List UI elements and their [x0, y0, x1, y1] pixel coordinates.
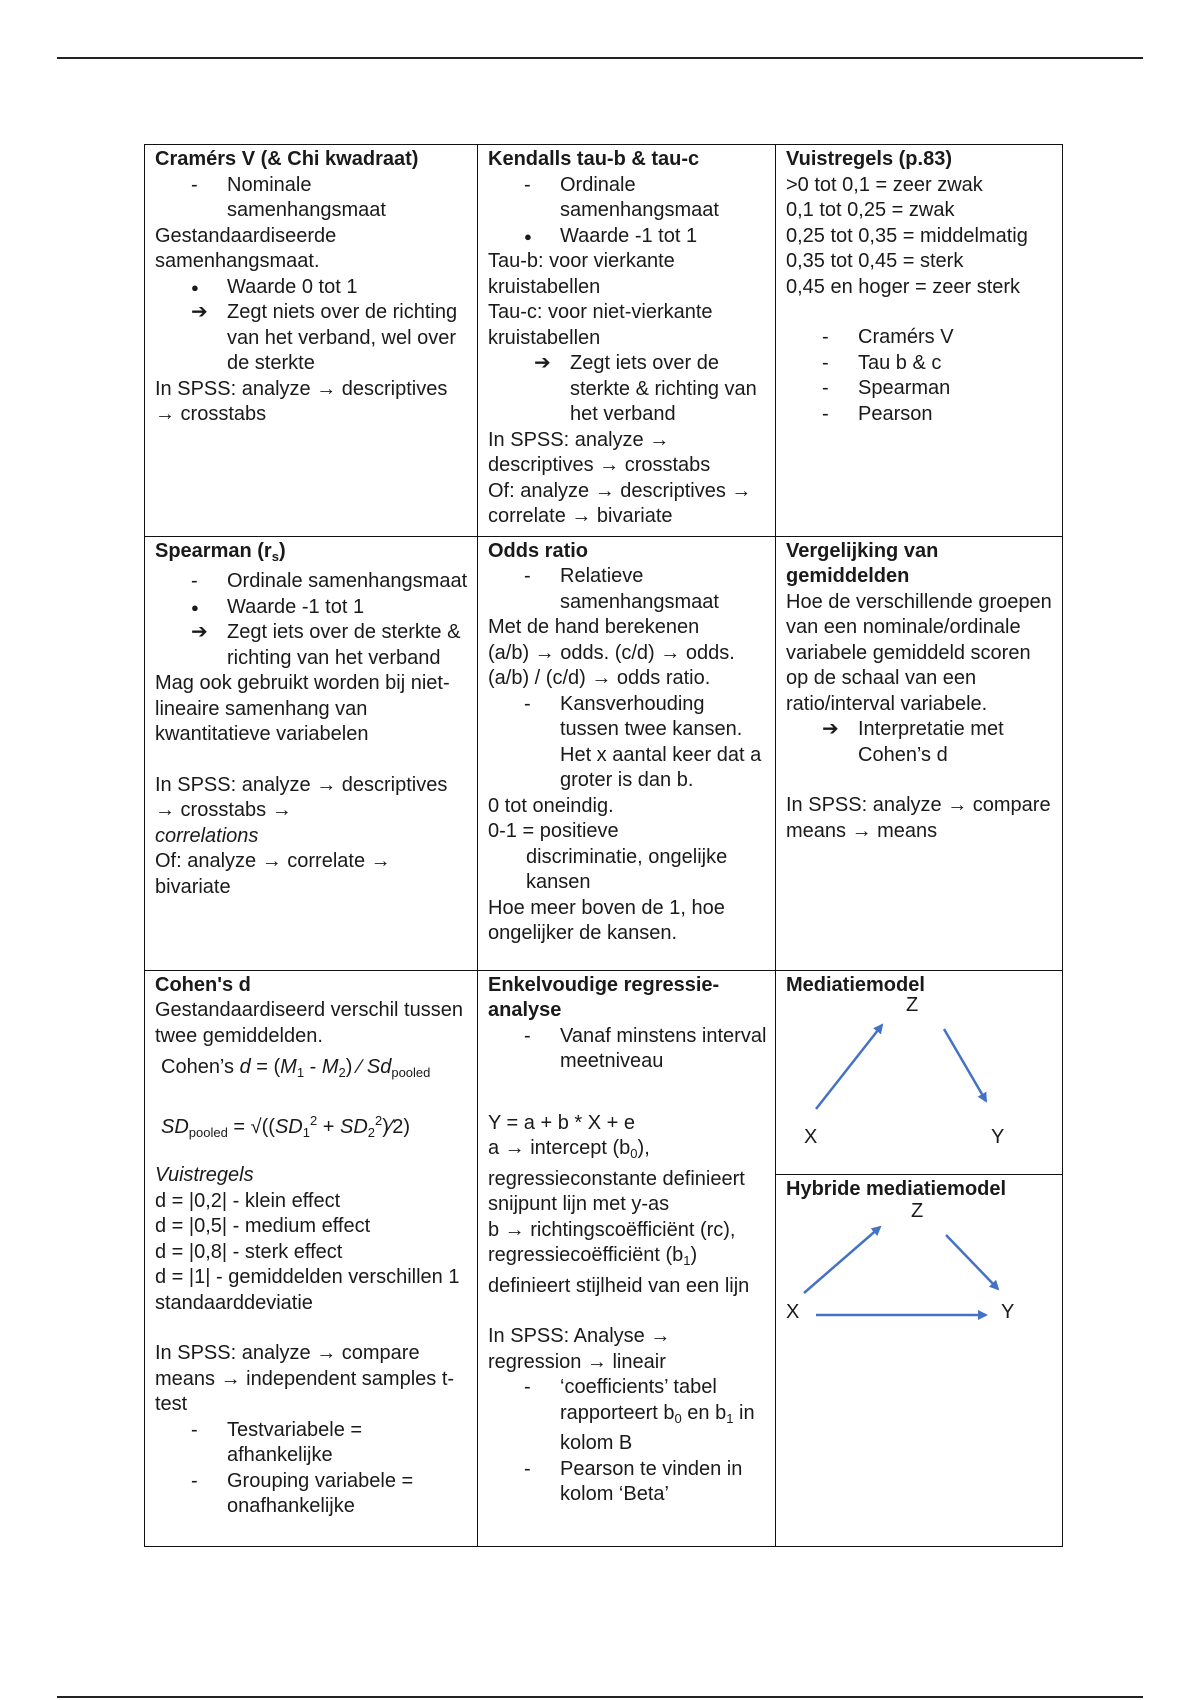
- text: (a/b) → odds. (c/d) → odds.: [488, 641, 735, 664]
- arrow-z-to-y: [946, 1235, 998, 1289]
- text: >0 tot 0,1 = zeer zwak: [786, 173, 983, 196]
- list-item: ➔ Zegt iets over de sterkte & richting van het verband: [534, 352, 757, 425]
- cell-title: Spearman $(r_s)$: [155, 539, 286, 564]
- list-item: - Spearman: [822, 377, 951, 399]
- pooled-sd-formula: $SD_{pooled} = √((SD_1^2$ + $SD_2^2)∕2$): [161, 1112, 411, 1140]
- text: b → richtingscoëfficiënt (rc), regressiecoëfficiënt $(b_1)$ definieert stijlheid van een lijn: [488, 1218, 750, 1297]
- summary-table: [144, 144, 1063, 1547]
- label-x: X: [786, 1300, 800, 1323]
- list-item: - Ordinale samenhangsmaat: [524, 173, 719, 221]
- text: Tau-b: voor vierkante kruistabellen: [488, 250, 675, 298]
- cell-title: Enkelvoudige regressie-analyse: [488, 973, 720, 1021]
- table-row: [145, 145, 1063, 537]
- text: d = |0,8| - sterk effect: [155, 1240, 343, 1263]
- text: Of: analyze → correlate → bivariate: [155, 850, 391, 898]
- text: Vuistregels: [155, 1164, 254, 1186]
- list-item: ● Waarde -1 tot 1: [191, 595, 365, 618]
- text: discriminatie, ongelijke kansen: [526, 845, 728, 893]
- text: Gestandaardiseerd verschil tussen twee gemiddelden.: [155, 999, 463, 1047]
- list-item: ➔ Zegt iets over de sterkte & richting van het verband: [191, 621, 461, 669]
- text: a → intercept $(b_0)$, regressieconstante definieert snijpunt lijn met y-as: [488, 1137, 745, 1215]
- arrow-x-to-z: [804, 1227, 880, 1293]
- text: d = |0,5| - medium effect: [155, 1215, 371, 1237]
- hybride-box: [776, 1175, 1062, 1545]
- list-item: ➔ Interpretatie met Cohen’s d: [822, 718, 1004, 766]
- text: 0,25 tot 0,35 = middelmatig: [786, 224, 1028, 247]
- spss-text: In SPSS: Analyse → regression → lineair: [488, 1325, 671, 1373]
- text: d = |1| - gemiddelden verschillen 1 standaarddeviatie: [155, 1266, 460, 1314]
- text: 0-1 = positieve: [488, 820, 619, 842]
- spss-text: In SPSS: analyze → compare means → independent samples t-test: [155, 1342, 455, 1415]
- list-item: ● Waarde 0 tot 1: [191, 275, 358, 298]
- list-item: - Cramérs V: [822, 326, 954, 348]
- list-item: - Ordinale samenhangsmaat: [191, 570, 468, 592]
- top-rule: [57, 57, 1143, 59]
- hybrid-mediation-diagram: [776, 1175, 1061, 1375]
- table-row: [145, 970, 1063, 1546]
- list-item: - ‘coefficients’ tabel rapporteert $b_0$ en $b_1$ in kolom B: [524, 1376, 755, 1454]
- text: Hoe de verschillende groepen van een nominale/ordinale variabele gemiddeld scoren op de schaal van een ratio/interval variabele.: [786, 590, 1052, 715]
- list-item: - Pearson te vinden in kolom ‘Beta’: [524, 1457, 743, 1505]
- spss-text: In SPSS: analyze → compare means → means: [786, 794, 1051, 842]
- list-item: - Relatieve samenhangsmaat: [524, 565, 719, 613]
- cell-title: Vergelijking van gemiddelden: [786, 539, 939, 587]
- list-item: - Testvariabele = afhankelijke: [191, 1418, 363, 1466]
- text: Met de hand berekenen: [488, 616, 700, 638]
- label-y: Y: [1001, 1300, 1015, 1323]
- text: 0,1 tot 0,25 = zwak: [786, 199, 955, 221]
- bottom-rule: [57, 1696, 1143, 1698]
- text: Gestandaardiseerde samenhangsmaat.: [155, 224, 337, 272]
- cell-spearman: [145, 536, 478, 970]
- label-z: Z: [906, 993, 919, 1016]
- label-x: X: [804, 1125, 818, 1148]
- text: 0,35 tot 0,45 = sterk: [786, 250, 964, 272]
- cell-title: Hybride mediatiemodel: [786, 1177, 1007, 1200]
- spss-text: In SPSS: analyze → descriptives → crosstabs: [155, 377, 448, 425]
- list-item: - Vanaf minstens interval meetniveau: [524, 1024, 767, 1072]
- text: 0 tot oneindig.: [488, 794, 614, 817]
- cell-kendall: [478, 145, 776, 537]
- list-item: - Nominale samenhangsmaat: [191, 173, 386, 221]
- table-row: [145, 536, 1063, 970]
- cell-vergelijking: [776, 536, 1063, 970]
- arrow-x-to-z: [816, 1025, 882, 1109]
- cell-mediatie-stack: [776, 970, 1063, 1546]
- spss-text: In SPSS: analyze → descriptives → crosstabs: [488, 428, 711, 476]
- list-item: - Tau b & c: [822, 351, 942, 374]
- cell-title: Odds ratio: [488, 539, 589, 562]
- text: Of: analyze → descriptives → correlate → bivariate: [488, 479, 752, 527]
- list-item: ● Waarde -1 tot 1: [524, 224, 698, 247]
- cell-title: Cramérs V (& Chi kwadraat): [155, 148, 419, 170]
- cell-cohen: [145, 970, 478, 1546]
- text: Tau-c: voor niet-vierkante kruistabellen: [488, 301, 713, 349]
- cell-title: Vuistregels (p.83): [786, 148, 952, 170]
- label-y: Y: [991, 1125, 1005, 1148]
- spss-text: In SPSS: analyze → descriptives → crosstabs → correlations: [155, 773, 448, 847]
- equation: Y = a + b * X + e: [488, 1111, 635, 1134]
- cell-title: Cohen's d: [155, 973, 251, 996]
- mediation-diagram: [776, 971, 1061, 1175]
- cell-cramers: [145, 145, 478, 537]
- text: d = |0,2| - klein effect: [155, 1189, 341, 1212]
- list-item: ➔ Zegt niets over de richting van het verband, wel over de sterkte: [191, 301, 458, 374]
- label-z: Z: [911, 1199, 924, 1222]
- text: 0,45 en hoger = zeer sterk: [786, 275, 1021, 298]
- arrow-z-to-y: [944, 1029, 986, 1101]
- cell-title: Kendalls tau-b & tau-c: [488, 148, 700, 170]
- mediatiemodel-box: [776, 971, 1062, 1175]
- text: Hoe meer boven de 1, hoe ongelijker de kansen.: [488, 896, 725, 944]
- cell-regressie: [478, 970, 776, 1546]
- cell-odds: [478, 536, 776, 970]
- text: (a/b) / (c/d) → odds ratio.: [488, 667, 711, 689]
- list-item: - Grouping variabele = onafhankelijke: [191, 1469, 414, 1517]
- cell-vuistregels: [776, 145, 1063, 537]
- list-item: - Kansverhouding tussen twee kansen. Het x aantal keer dat a groter is dan b.: [524, 692, 762, 791]
- cohen-formula: Cohen’s $d = (M_1 - M_2)$ ∕ $Sd_{pooled}$: [161, 1056, 431, 1080]
- text: Mag ook gebruikt worden bij niet-lineaire samenhang van kwantitatieve variabelen: [155, 672, 450, 745]
- cell-title: Mediatiemodel: [786, 973, 925, 996]
- list-item: - Pearson: [822, 402, 933, 425]
